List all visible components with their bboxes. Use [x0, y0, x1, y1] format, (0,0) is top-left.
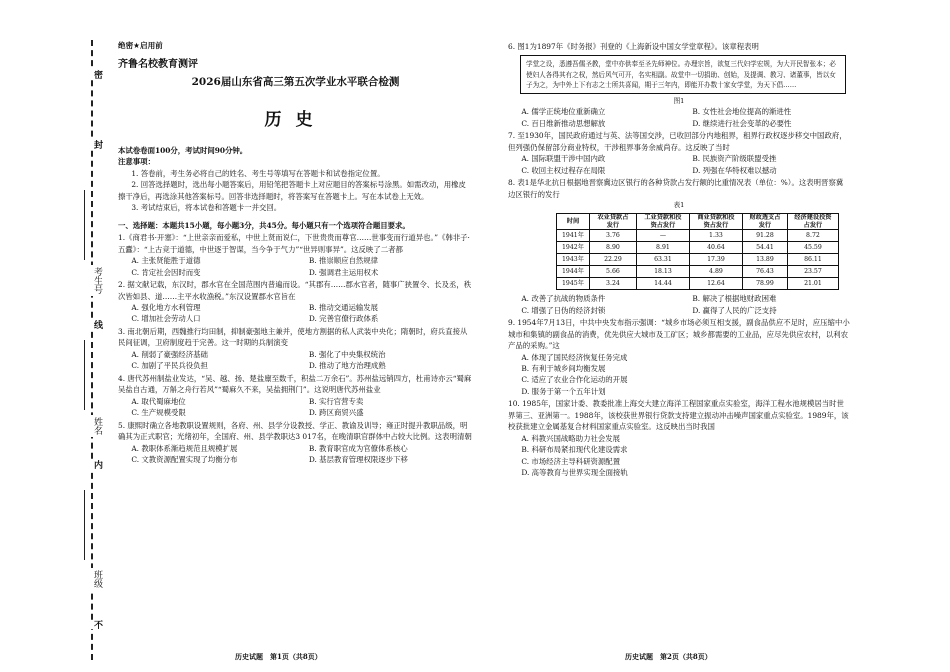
- question-stem: 5. 康熙时确立各地教职设置规则，各府、州、县学分设教授、学正、教谕及训导；雍正时提升教职品级，明确其为正式职官；光绪初年，全国府、州、县学教职达3 017名，在晚清职官群体中占较大比例。这表明清朝: [118, 420, 472, 442]
- question-4: [118, 373, 473, 419]
- exam-no-label: 考生号: [80, 265, 104, 296]
- table-cell: 23.57: [787, 266, 838, 278]
- question-stem: 10. 1985年，国家计委、教委批准上海交大建立海洋工程国家重点实验室，海洋工程水池规模居当时世界第三、亚洲第一。1988年，该校获世界银行贷款支持建立振动冲击噪声国家重点实验室。1989年，该校获批建立金属基复合材料国家重点实验室。这反映出当时我国: [508, 399, 849, 432]
- table-cell: 4.89: [689, 266, 742, 278]
- name-line: [84, 340, 97, 410]
- option-a: A. 取代蜀麻地位: [131, 396, 186, 406]
- table-cell: 8.91: [636, 242, 689, 254]
- option-d: D. 跨区商贸兴盛: [308, 408, 364, 418]
- left-column: [118, 40, 473, 466]
- option-a: A. 强化地方水利管理: [131, 302, 201, 312]
- option-a: A. 削弱了豪强经济基础: [131, 349, 208, 359]
- option-b: B. 科研布局紧扣现代化建设需求: [521, 445, 628, 455]
- class-line: [84, 490, 97, 560]
- option-c: C. 收回主权过程存在局限: [521, 165, 606, 175]
- seal-char: 线: [80, 320, 104, 329]
- table-cell: 86.11: [787, 254, 838, 266]
- question-3: [118, 326, 473, 372]
- option-a: A. 教职体系渐趋规范且规模扩展: [131, 443, 238, 453]
- table-cell: 1942年: [557, 242, 590, 254]
- seal-char: 内: [80, 460, 104, 469]
- option-c: C. 文教资源配置实现了均衡分布: [131, 455, 238, 465]
- exam-no-line: [84, 190, 97, 260]
- table-row: [557, 278, 839, 290]
- table-cell: 21.01: [787, 278, 838, 290]
- table-header-row: [557, 214, 839, 230]
- table-cell: 1.33: [689, 230, 742, 242]
- question-10: [508, 398, 850, 478]
- option-c: C. 肯定社会因时而变: [131, 267, 201, 277]
- option-b: B. 推崇顺应自然规律: [308, 256, 379, 266]
- section-heading: 一、选择题：本题共15小题，每小题3分，共45分。每小题只有一个选项符合题目要求。: [118, 220, 410, 230]
- question-stem: 7. 至1930年，国民政府通过与英、法等国交涉，已收回部分内地租界，租界行政权逐步移交中国政府，但列强仍保留部分商业特权，干涉租界事务余威尚存。这反映了当时: [508, 131, 847, 152]
- table-header-cell: 工业贷款和投资占发行: [636, 214, 689, 230]
- option-c: C. 百日维新推动思想解放: [521, 118, 606, 128]
- question-stem: 8. 表1是华北抗日根据地晋察冀边区银行的各种贷款占发行额的比重情况表（单位：%）。这表明晋察冀边区银行的发行: [508, 178, 844, 199]
- option-b: B. 女性社会地位提高的渐进性: [692, 107, 792, 117]
- option-c: C. 增加社会劳动人口: [131, 314, 201, 324]
- question-stem: 3. 南北朝后期，西魏推行均田制，抑制豪强地主兼并，使地方割据的私人武装中央化；隋朝时，府兵直接从民间征调，卫府制度趋于完善。这一时期的兵制演变: [118, 326, 468, 348]
- question-stem: 6. 图1为1897年《时务报》刊登的《上海新设中国女学堂章程》。该章程表明: [508, 42, 759, 51]
- option-d: D. 赢得了人民的广泛支持: [692, 305, 777, 315]
- question-8: [508, 177, 850, 316]
- table-row: [557, 242, 839, 254]
- table-cell: 14.44: [636, 278, 689, 290]
- seal-char: 不: [80, 620, 104, 629]
- option-d: D. 完善官僚行政体系: [308, 314, 379, 324]
- note-item: 3. 考试结束后，将本试卷和答题卡一并交回。: [131, 203, 282, 213]
- table-cell: 18.13: [636, 266, 689, 278]
- table-header-cell: 时间: [557, 214, 590, 230]
- table-cell: 54.41: [742, 242, 787, 254]
- table-cell: —: [636, 230, 689, 242]
- question-6: [508, 41, 850, 129]
- table-cell: 45.59: [787, 242, 838, 254]
- option-b: B. 推动交通运输发展: [308, 302, 379, 312]
- option-c: C. 增强了日伪的经济封锁: [521, 305, 606, 315]
- table-row: [557, 230, 839, 242]
- question-stem: 1.《商君书·开塞》：“上世亲亲而爱私，中世上贤而说仁，下世贵贵而尊官……世事变而行道异也。”《韩非子·五蠹》：“上古竞于道德，中世逐于智谋，当今争于气力”“世异则事异”。这反映了二者都: [118, 233, 470, 254]
- question-stem: 2. 据文献记载，东汉时，郡水官在全国范围内普遍而设。“其郡有……郡水官者，随事广狭置令、长及丞，秩次皆如县、道……主平水收漁税。”东汉设置郡水官旨在: [118, 280, 472, 301]
- option-a: A. 体现了国民经济恢复任务完成: [521, 352, 628, 362]
- option-d: D. 列强在华特权难以撼动: [692, 165, 777, 175]
- option-d: D. 高等教育与世界实现全面接轨: [521, 468, 628, 478]
- figure-1-box: 学堂之设，悉遵吾儒圣教，堂中亦供奉至圣先师神位。办理宗旨，欲复三代妇学宏规，为大开民智张本；必使妇人各得其有之权，然后风气可开，名实相副。故堂中一切捐助、创始，及提调、教习、诸董事，皆以女子为之，为中外上下有志之士所共喜闻，期于三年内，即能开办数十家女学堂，为天下倡……: [520, 55, 846, 94]
- option-a: A. 儒学正统地位重新确立: [521, 107, 606, 117]
- question-2: [118, 279, 473, 325]
- seal-char: 封: [80, 140, 104, 149]
- table-header-cell: 经济建设投资占发行: [787, 214, 838, 230]
- notes-heading: 注意事项：: [118, 157, 155, 167]
- page-footer-right: 历史试题 第2页（共8页）: [625, 652, 712, 661]
- data-table: [556, 213, 839, 290]
- table-cell: 8.90: [589, 242, 636, 254]
- option-d: D. 基层教育管理权限逐步下移: [308, 455, 408, 465]
- right-column: [508, 40, 850, 479]
- option-c: C. 生产规模受限: [131, 408, 186, 418]
- score-line: 本试卷卷面100分，考试时间90分钟。: [118, 145, 248, 155]
- table-cell: 76.43: [742, 266, 787, 278]
- table-header-cell: 财政透支占发行: [742, 214, 787, 230]
- table-cell: 78.99: [742, 278, 787, 290]
- option-d: D. 强调君主运用权术: [308, 267, 379, 277]
- table-1-caption: 表1: [673, 201, 685, 210]
- note-item: 2. 回答选择题时，选出每小题答案后，用铅笔把答题卡上对应题目的答案标号涂黑。如需改动，用橡皮擦干净后，再选涂其他答案标号。回答非选择题时，将答案写在答题卡上。写在本试卷上无效。: [118, 180, 466, 201]
- option-b: B. 民族资产阶级联盟受挫: [692, 154, 777, 164]
- table-cell: 22.29: [589, 254, 636, 266]
- table-cell: 3.76: [589, 230, 636, 242]
- table-row: [557, 254, 839, 266]
- table-row: [557, 266, 839, 278]
- question-9: [508, 317, 850, 397]
- table-cell: 1945年: [557, 278, 590, 290]
- table-cell: 1941年: [557, 230, 590, 242]
- table-cell: 5.66: [589, 266, 636, 278]
- table-cell: 8.72: [787, 230, 838, 242]
- option-d: D. 服务于第一个五年计划: [521, 386, 606, 396]
- option-c: C. 适应了农业合作化运动的开展: [521, 375, 628, 385]
- option-b: B. 解决了根据地财政困难: [692, 294, 777, 304]
- option-b: B. 教育职官成为官僚体系核心: [308, 443, 408, 453]
- table-cell: 1944年: [557, 266, 590, 278]
- binding-strip: [78, 40, 106, 660]
- table-cell: 3.24: [589, 278, 636, 290]
- question-7: [508, 130, 850, 176]
- page-footer-left: 历史试题 第1页（共8页）: [235, 652, 322, 661]
- figure-1-caption: 图1: [673, 97, 685, 106]
- option-b: B. 有利于城乡间均衡发展: [521, 364, 606, 373]
- class-label: 班级: [80, 568, 104, 590]
- option-a: A. 改善了抗战的物质条件: [521, 294, 606, 304]
- table-header-cell: 商业贷款和投资占发行: [689, 214, 742, 230]
- question-5: [118, 420, 473, 466]
- table-cell: 13.89: [742, 254, 787, 266]
- option-b: B. 强化了中央集权统治: [308, 349, 386, 359]
- table-cell: 17.39: [689, 254, 742, 266]
- option-c: C. 加剧了平民兵役负担: [131, 361, 208, 371]
- question-1: [118, 232, 473, 278]
- option-d: D. 推动了地方治理成熟: [308, 361, 386, 371]
- option-d: D. 继续进行社会变革的必要性: [692, 118, 792, 128]
- exam-title: 2026届山东省高三第五次学业水平联合检测: [191, 76, 400, 89]
- name-label: 姓名: [80, 415, 104, 437]
- table-header-cell: 农业贷款占发行: [589, 214, 636, 230]
- table-cell: 91.28: [742, 230, 787, 242]
- question-stem: 4. 唐代苏州制盐业发达，“吴、越、扬、楚盐廪至数千，积盐二万余石”。苏州盐远销四方，杜甫诗亦云“蜀麻吴盐自古通，万斛之舟行若风”“蜀麻久不来，吴盐拥荆门”。这说明唐代苏州盐业: [118, 373, 472, 395]
- question-stem: 9. 1954年7月13日，中共中央发布指示强调：“城乡市场必须互相支援，副食品供应不足时，应压缩中小城市和集镇的副食品的消费，优先供应大城市及工矿区；城乡都需要的工业品，应尽先供应农村，以利农产品的采购。”这: [508, 318, 850, 351]
- option-a: A. 主张贤能胜于道德: [131, 256, 201, 266]
- table-cell: 63.31: [636, 254, 689, 266]
- option-c: C. 市场经济主导科研资源配置: [521, 456, 621, 466]
- note-item: 1. 答卷前，考生务必将自己的姓名、考生号等填写在答题卡和试卷指定位置。: [131, 168, 385, 178]
- option-a: A. 国际联盟干涉中国内政: [521, 154, 606, 164]
- seal-char: 密: [80, 70, 104, 79]
- table-cell: 40.64: [689, 242, 742, 254]
- option-b: B. 实行官营专卖: [308, 396, 364, 406]
- option-a: A. 科教兴国战略助力社会发展: [521, 433, 621, 443]
- table-cell: 1943年: [557, 254, 590, 266]
- subject-title: 历史: [264, 109, 327, 130]
- secret-tag: 绝密★启用前: [118, 41, 163, 50]
- table-cell: 12.64: [689, 278, 742, 290]
- org-name: 齐鲁名校教育测评: [118, 58, 198, 70]
